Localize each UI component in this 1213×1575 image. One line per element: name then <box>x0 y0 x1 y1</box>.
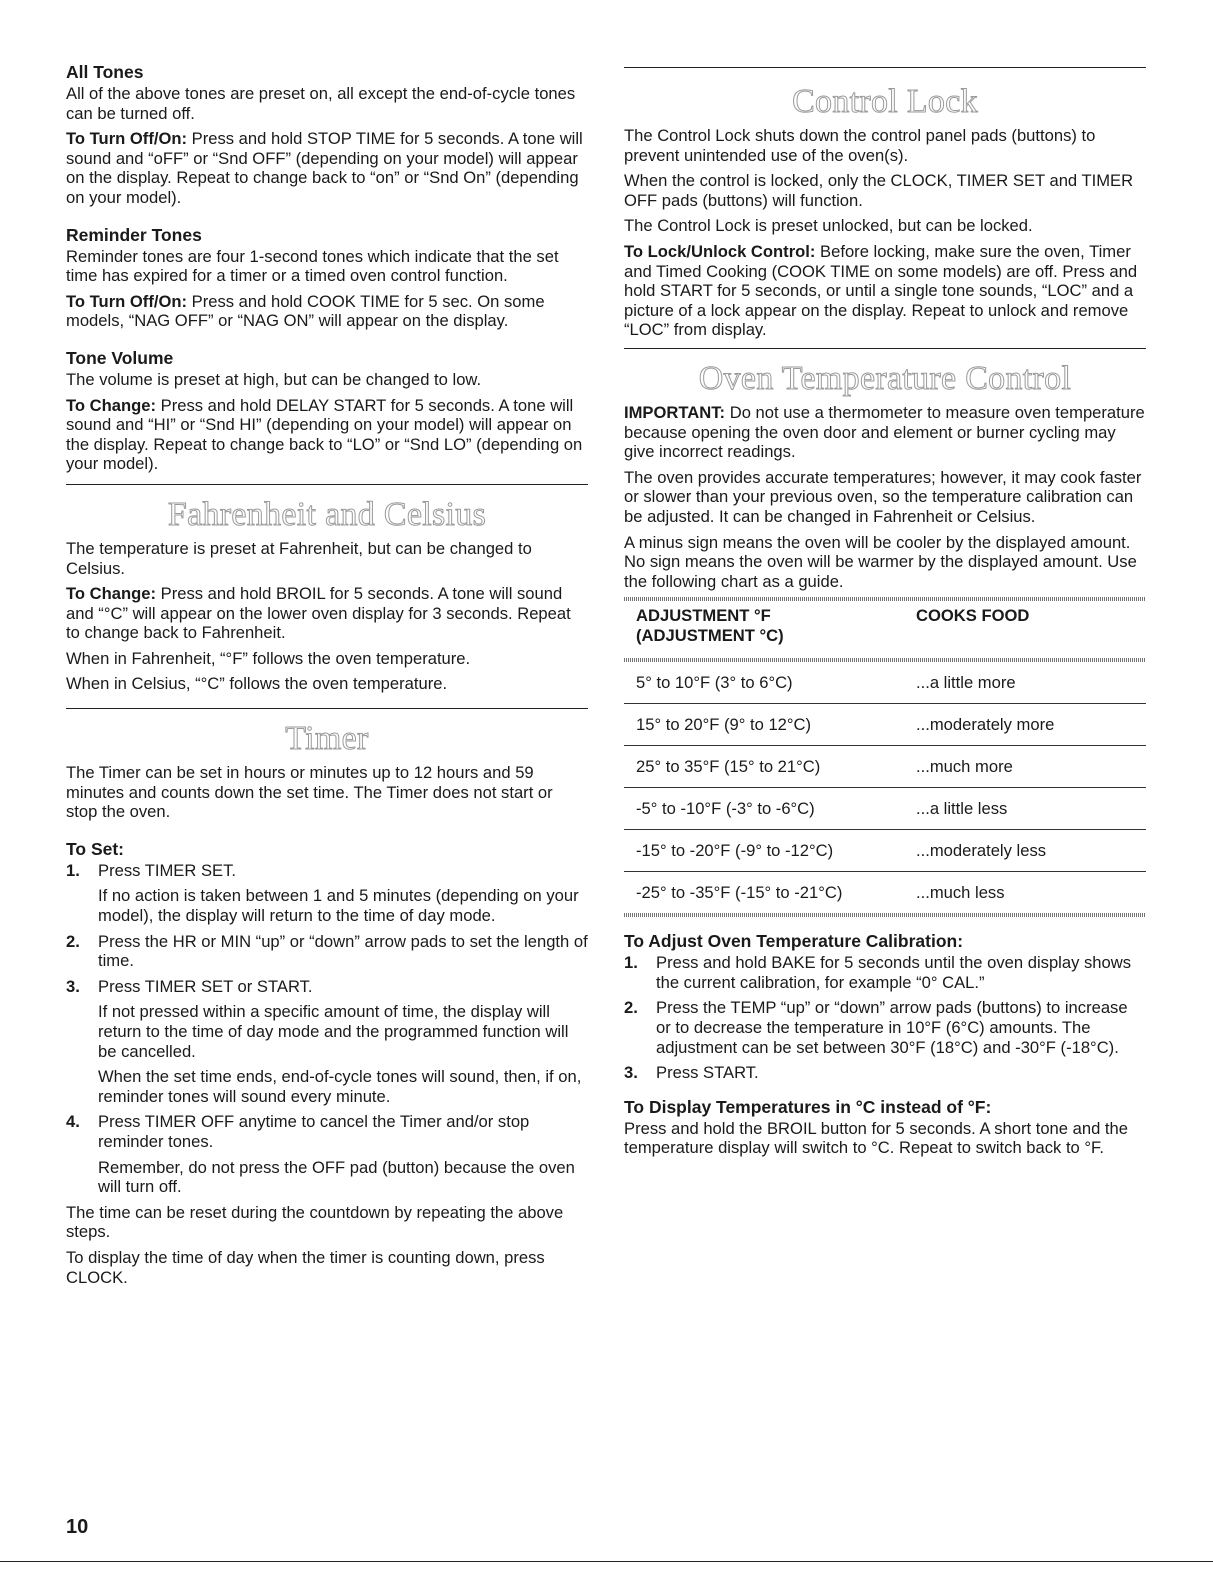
all-tones-turn-lead: To Turn Off/On: <box>66 129 188 149</box>
display-celsius-text: Press and hold the BROIL button for 5 seconds. A short tone and the temperature display will switch to °C. Repeat to switch back to °F. <box>624 1118 1128 1158</box>
step-number: 2. <box>66 931 80 951</box>
timer-step <box>66 977 588 1107</box>
table-row <box>624 704 1146 746</box>
step-note: If no action is taken between 1 and 5 minutes (depending on your model), the display will return to the time of day mode. <box>98 886 579 926</box>
step-number: 1. <box>624 953 638 973</box>
adjust-step <box>624 998 1146 1057</box>
row-adjustment: -15° to -20°F (-9° to -12°C) <box>636 840 834 860</box>
page-number: 10 <box>66 1516 89 1538</box>
step-text: Press START. <box>656 1063 759 1083</box>
step-number: 4. <box>66 1112 80 1132</box>
timer-intro: The Timer can be set in hours or minutes up to 12 hours and 59 minutes and counts down the set time. The Timer does not start or stop the oven. <box>66 763 553 822</box>
timer-step <box>66 861 588 926</box>
all-tones-heading: All Tones <box>66 62 144 82</box>
all-tones-intro: All of the above tones are preset on, all except the end-of-cycle tones can be turned off. <box>66 84 576 123</box>
step-note: When the set time ends, end-of-cycle tones will sound, then, if on, reminder tones will sound every minute. <box>98 1067 582 1106</box>
step-number: 3. <box>66 976 80 996</box>
step-number: 1. <box>66 860 80 880</box>
header-adjustment-f: ADJUSTMENT °F <box>636 606 771 626</box>
fahrenheit-intro: The temperature is preset at Fahrenheit, but can be changed to Celsius. <box>66 538 532 578</box>
oven-temp-important <box>624 403 1146 462</box>
table-row <box>624 746 1146 788</box>
section-divider <box>66 484 588 485</box>
tone-volume-intro: The volume is preset at high, but can be changed to low. <box>66 369 482 389</box>
step-text: Press TIMER OFF anytime to cancel the Timer and/or stop reminder tones. <box>98 1112 530 1151</box>
header-cooks-food: COOKS FOOD <box>916 606 1030 626</box>
row-cooks: ...moderately more <box>916 714 1055 734</box>
fahrenheit-line1: When in Fahrenheit, “°F” follows the oven temperature. <box>66 648 471 668</box>
tone-volume-change-text: Press and hold DELAY START for 5 seconds. A tone will sound and “HI” or “Snd HI” (depending on your model) will appear on the display. Repeat to change back to “LO” or “Snd LO” (depending on your model). <box>66 395 583 474</box>
fahrenheit-line2: When in Celsius, “°C” follows the oven temperature. <box>66 674 448 694</box>
important-lead: IMPORTANT: <box>624 402 726 422</box>
timer-steps <box>66 861 588 1197</box>
step-number: 2. <box>624 998 638 1018</box>
row-adjustment: 25° to 35°F (15° to 21°C) <box>636 756 821 776</box>
reminder-turn-text: Press and hold COOK TIME for 5 sec. On some models, “NAG OFF” or “NAG ON” will appear on the display. <box>66 291 545 331</box>
table-row <box>624 872 1146 913</box>
control-lock-p2: When the control is locked, only the CLOCK, TIMER SET and TIMER OFF pads (buttons) will function. <box>624 171 1134 210</box>
tone-volume-change-lead: To Change: <box>66 395 157 415</box>
section-divider <box>624 348 1146 349</box>
control-lock-instructions <box>624 242 1146 340</box>
row-cooks: ...much less <box>916 882 1005 902</box>
all-tones-turn <box>66 129 588 207</box>
left-column <box>66 62 588 1293</box>
step-number: 3. <box>624 1063 638 1083</box>
step-text: Press TIMER SET or START. <box>98 976 313 996</box>
adjustment-table <box>624 597 1146 917</box>
tone-volume-heading: Tone Volume <box>66 347 174 368</box>
table-header-border <box>624 658 1146 662</box>
row-cooks: ...moderately less <box>916 840 1047 860</box>
step-text: Press TIMER SET. <box>98 860 236 880</box>
row-cooks: ...a little more <box>916 672 1016 692</box>
timer-step <box>66 1112 588 1196</box>
important-text: Do not use a thermometer to measure oven temperature because opening the oven door and element or burner cycling may give incorrect readings. <box>624 402 1145 462</box>
table-row <box>624 662 1146 704</box>
row-cooks: ...a little less <box>916 798 1008 818</box>
adjust-steps <box>624 953 1146 1083</box>
adjust-calibration-heading: To Adjust Oven Temperature Calibration: <box>624 931 964 952</box>
tone-volume-change <box>66 396 588 474</box>
reminder-turn-lead: To Turn Off/On: <box>66 291 188 311</box>
adjust-step <box>624 1063 1146 1083</box>
step-note: Remember, do not press the OFF pad (button) because the oven will turn off. <box>98 1157 575 1197</box>
row-adjustment: 15° to 20°F (9° to 12°C) <box>636 714 812 734</box>
fahrenheit-change-text: Press and hold BROIL for 5 seconds. A tone will sound and “°C” will appear on the lower oven display for 3 seconds. Repeat to change back to Fahrenheit. <box>66 584 571 643</box>
table-row <box>624 830 1146 872</box>
section-divider <box>624 67 1146 68</box>
oven-temp-title: Oven Temperature Control <box>698 359 1072 397</box>
lock-lead: To Lock/Unlock Control: <box>624 241 816 261</box>
oven-temp-p3: A minus sign means the oven will be cooler by the displayed amount. No sign means the oven will be warmer by the displayed amount. Use the following chart as a guide. <box>624 532 1137 591</box>
timer-title: Timer <box>285 720 369 758</box>
reminder-tones-heading: Reminder Tones <box>66 224 202 245</box>
reminder-tones-turn <box>66 292 588 331</box>
oven-temp-p2: The oven provides accurate temperatures; however, it may cook faster or slower than your previous oven, so the temperature calibration can be adjusted. It can be changed in Fahrenheit or Celsius. <box>624 467 1142 526</box>
step-text: Press the TEMP “up” or “down” arrow pads (buttons) to increase or to decrease the temperature in 10°F (6°C) amounts. The adjustment can be set between 30°F (18°C) and -30°F (-18°C). <box>656 998 1128 1057</box>
timer-outro1: The time can be reset during the countdown by repeating the above steps. <box>66 1202 564 1242</box>
row-adjustment: 5° to 10°F (3° to 6°C) <box>636 672 793 692</box>
step-text: Press and hold BAKE for 5 seconds until the oven display shows the current calibration, for example “0° CAL.” <box>656 953 1132 992</box>
header-adjustment-c: (ADJUSTMENT °C) <box>636 626 784 646</box>
table-body <box>624 662 1146 913</box>
right-column <box>624 62 1146 1164</box>
control-lock-title: Control Lock <box>792 83 978 120</box>
timer-step <box>66 932 588 971</box>
step-note: If not pressed within a specific amount of time, the display will return to the time of day mode and the programmed function will be cancelled. <box>98 1002 569 1061</box>
fahrenheit-celsius-title: Fahrenheit and Celsius <box>167 495 487 533</box>
footer-rule <box>0 1561 1213 1562</box>
timer-outro2: To display the time of day when the timer is counting down, press CLOCK. <box>66 1247 545 1287</box>
table-header <box>624 601 1146 658</box>
step-text: Press the HR or MIN “up” or “down” arrow pads to set the length of time. <box>98 931 588 971</box>
section-divider <box>66 708 588 709</box>
table-bottom-border <box>624 913 1146 917</box>
row-adjustment: -25° to -35°F (-15° to -21°C) <box>636 882 843 902</box>
control-lock-p1: The Control Lock shuts down the control panel pads (buttons) to prevent unintended use of the oven(s). <box>624 126 1096 165</box>
timer-set-heading: To Set: <box>66 838 125 859</box>
display-celsius-heading: To Display Temperatures in °C instead of °F: <box>624 1096 992 1117</box>
control-lock-p3: The Control Lock is preset unlocked, but can be locked. <box>624 216 1033 236</box>
row-cooks: ...much more <box>916 756 1013 776</box>
table-top-border <box>624 597 1146 601</box>
fahrenheit-change <box>66 584 588 643</box>
fahrenheit-change-lead: To Change: <box>66 584 157 604</box>
lock-text: Before locking, make sure the oven, Timer and Timed Cooking (COOK TIME on some models) are off. Press and hold START for 5 seconds, or until a single tone sounds, “LOC” and a picture of a lock appear on the display. Repeat to unlock and remove “LOC” from display. <box>624 241 1138 340</box>
adjust-step <box>624 953 1146 992</box>
table-row <box>624 788 1146 830</box>
row-adjustment: -5° to -10°F (-3° to -6°C) <box>636 798 815 818</box>
all-tones-turn-text: Press and hold STOP TIME for 5 seconds. A tone will sound and “oFF” or “Snd OFF” (depending on your model) will appear on the display. Repeat to change back to “on” or “Snd On” (depending on your model). <box>66 129 583 207</box>
reminder-tones-intro: Reminder tones are four 1-second tones which indicate that the set time has expired for a timer or a timed oven control function. <box>66 246 559 286</box>
